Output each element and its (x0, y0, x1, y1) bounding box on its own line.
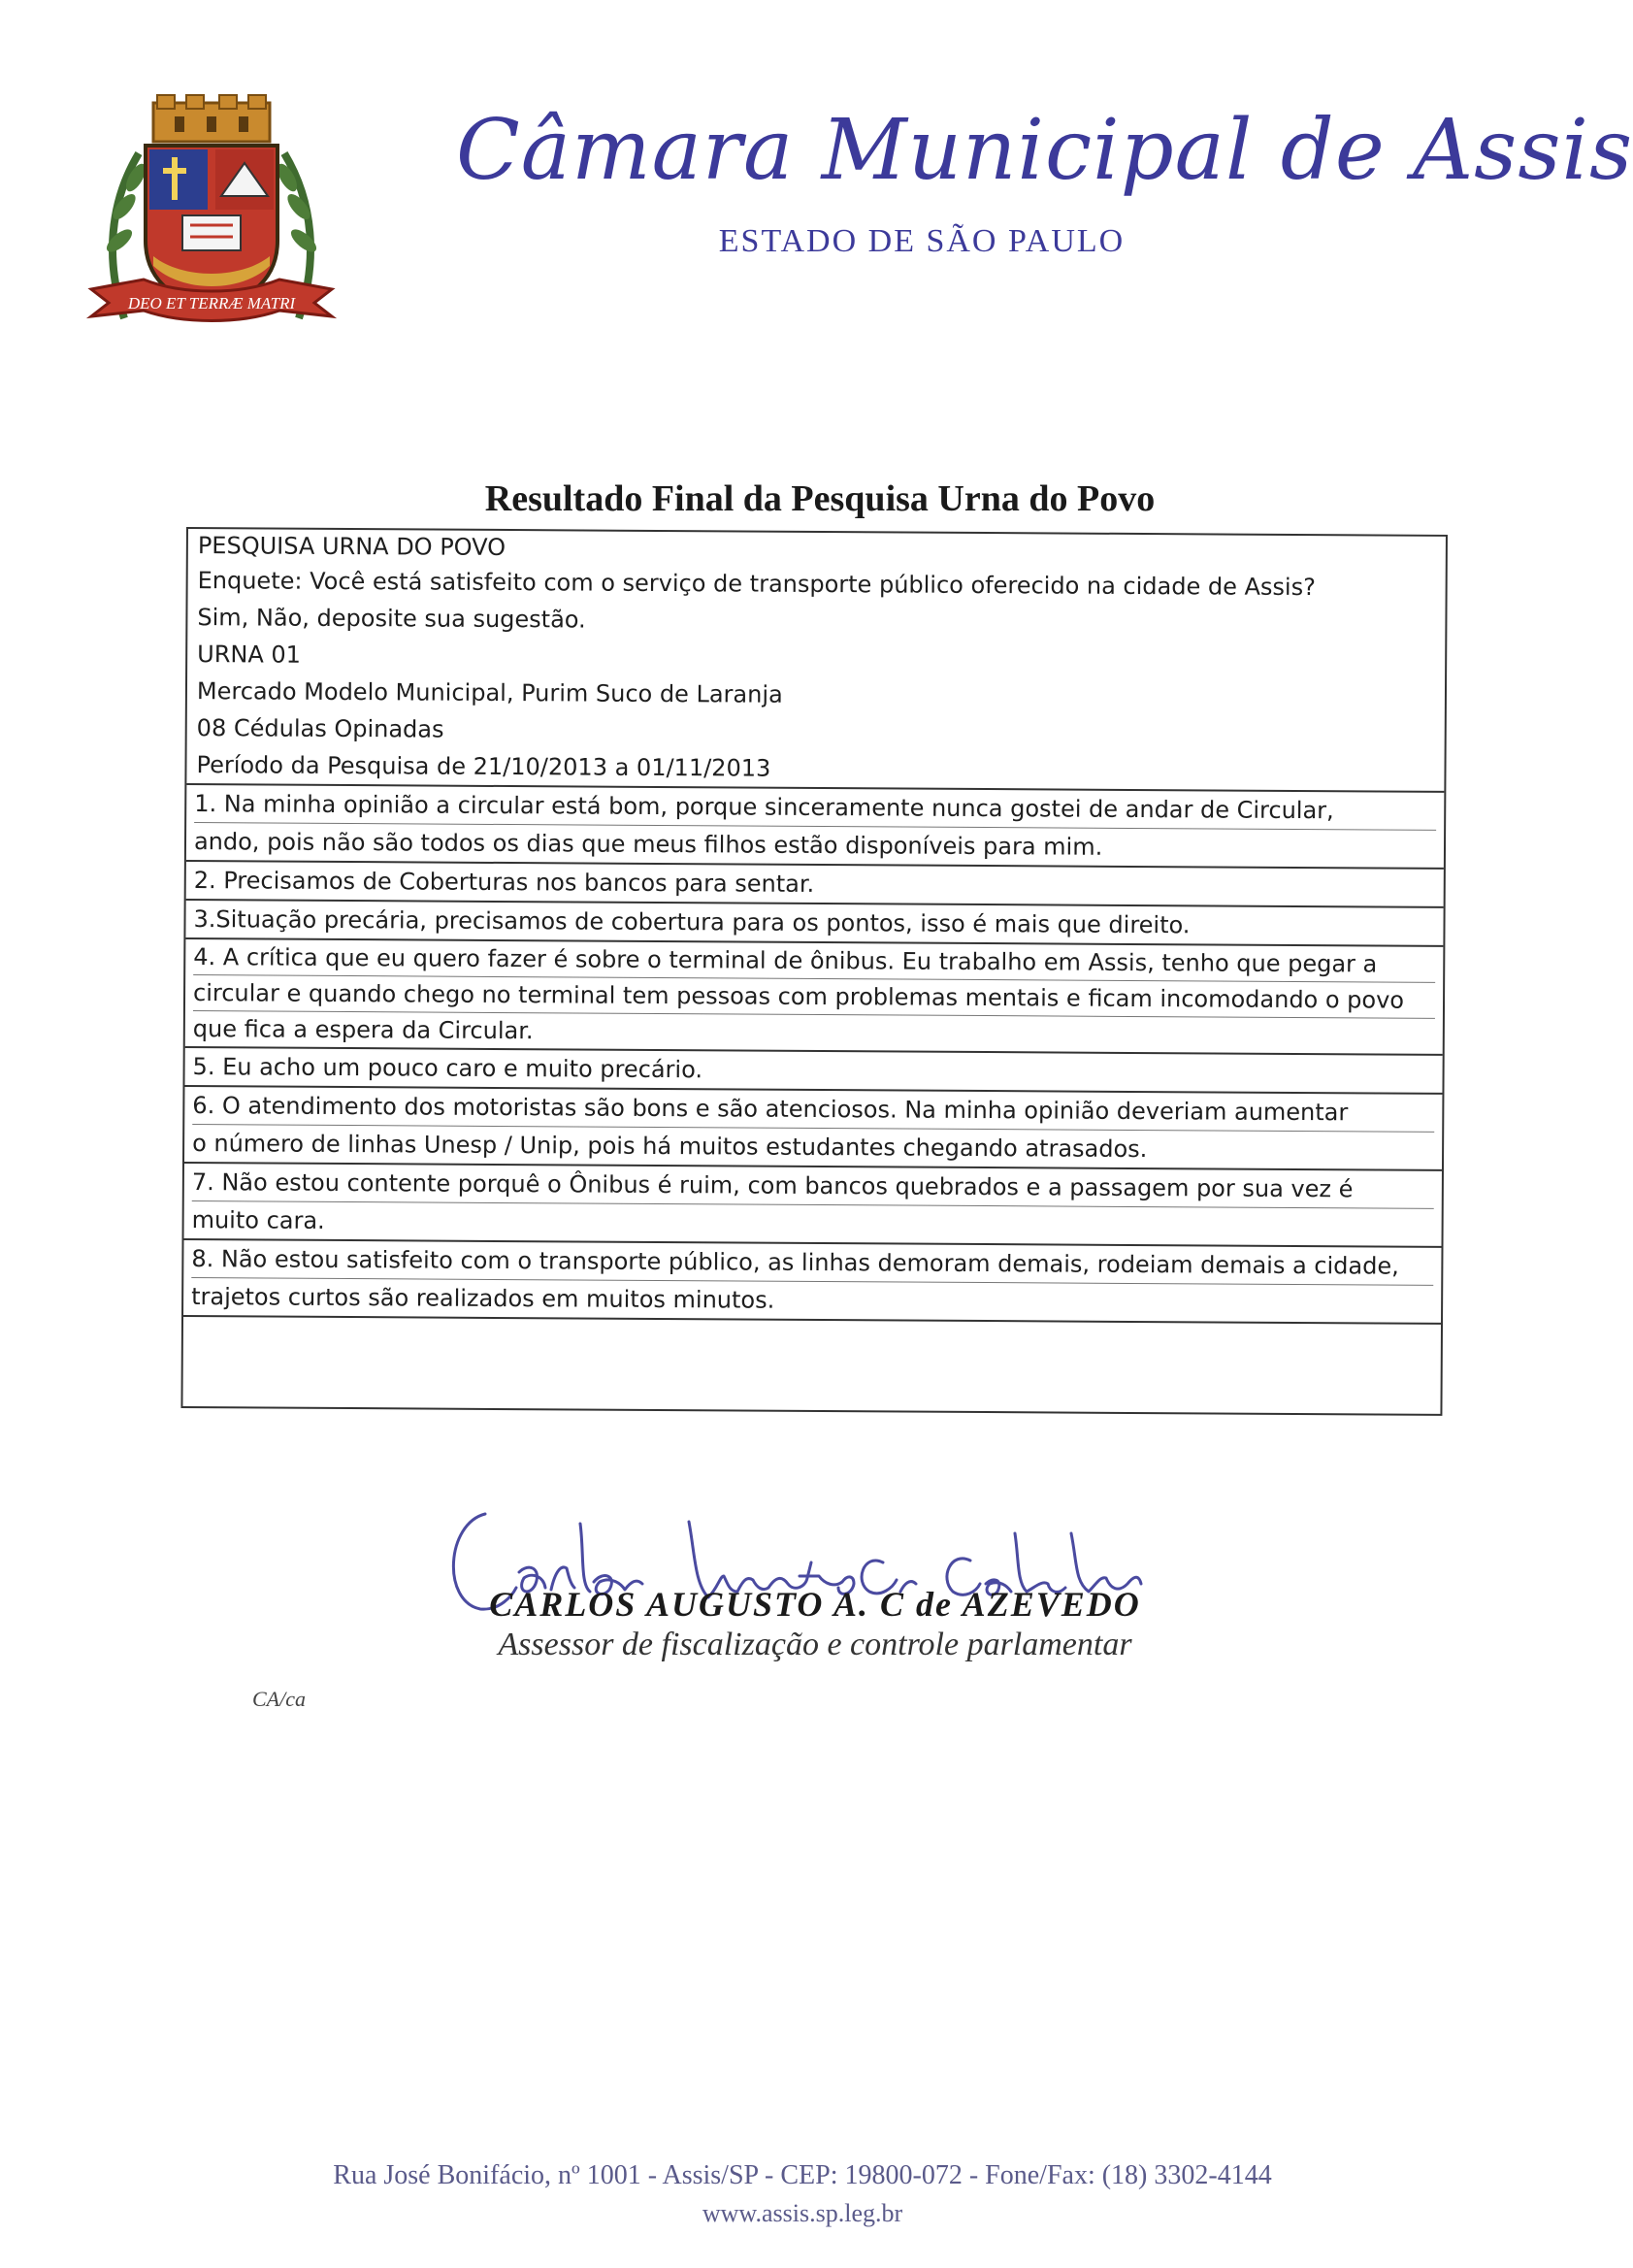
response-text: 4. A crítica que eu quero fazer é sobre o terminal de ônibus. Eu trabalho em Assis, tenho que pegar a (193, 943, 1378, 978)
response-text: ando, pois não são todos os dias que meus filhos estão disponíveis para mim. (194, 822, 1436, 868)
response-item (186, 783, 1444, 868)
response-item (186, 860, 1444, 906)
chamber-title: Câmara Municipal de Assis (456, 102, 1633, 199)
report-heading: Resultado Final da Pesquisa Urna do Povo (484, 478, 1156, 519)
ballot-count: 08 Cédulas Opinadas (196, 714, 444, 743)
survey-header (186, 529, 1446, 791)
empty-table-row (183, 1315, 1441, 1364)
ballot-box-number: URNA 01 (197, 641, 302, 669)
response-text: 6. O atendimento dos motoristas são bons e são atenciosos. Na minha opinião deveriam aumentar (192, 1092, 1349, 1127)
response-text: 1. Na minha opinião a circular está bom, porque sinceramente nunca gostei de andar de Circular, (194, 790, 1334, 825)
footer-website[interactable]: www.assis.sp.leg.br (702, 2199, 903, 2227)
response-text: trajetos curtos são realizados em muitos minutos. (191, 1277, 1433, 1323)
signer-role: Assessor de fiscalização e controle parlamentar (498, 1627, 1132, 1662)
survey-name: PESQUISA URNA DO POVO (197, 532, 506, 562)
response-text: 5. Eu acho um pouco caro e muito precário. (192, 1053, 703, 1084)
response-text: 7. Não estou contente porquê o Ônibus é ruim, com bancos quebrados e a passagem por sua vez é (191, 1168, 1354, 1203)
signature-text: Carlos Augusto A. Cole Azevedo (427, 1480, 675, 1498)
response-item (185, 899, 1443, 945)
response-item (184, 1085, 1442, 1169)
municipal-coat-of-arms-logo (85, 95, 338, 349)
response-text: 2. Precisamos de Coberturas nos bancos para sentar. (193, 867, 815, 898)
ballot-box-location: Mercado Modelo Municipal, Purim Suco de Laranja (196, 677, 783, 708)
survey-period: Período da Pesquisa de 21/10/2013 a 01/11/2013 (196, 751, 771, 782)
footer-address: Rua José Bonifácio, nº 1001 - Assis/SP - CEP: 19800-072 - Fone/Fax: (18) 3302-4144 (333, 2160, 1272, 2190)
response-item (183, 1238, 1441, 1323)
typist-initials: CA/ca (252, 1687, 306, 1711)
response-text: 3.Situação precária, precisamos de cobertura para os pontos, isso é mais que direito. (193, 905, 1191, 939)
survey-results-box (180, 527, 1448, 1416)
state-subtitle: ESTADO DE SÃO PAULO (718, 223, 1126, 259)
response-text: que fica a espera da Circular. (193, 1010, 1435, 1054)
crest-motto: DEO ET TERRÆ MATRI (127, 294, 296, 312)
response-text: 8. Não estou satisfeito com o transporte público, as linhas demoram demais, rodeiam demais a cidade, (191, 1245, 1399, 1280)
response-text: o número de linhas Unesp / Unip, pois há muitos estudantes chegando atrasados. (192, 1124, 1434, 1169)
response-text: muito cara. (192, 1200, 1434, 1246)
response-text: circular e quando chego no terminal tem pessoas com problemas mentais e ficam incomodando o povo (193, 974, 1435, 1018)
response-item (184, 1046, 1442, 1093)
signer-name: CARLOS AUGUSTO A. C de AZEVEDO (489, 1585, 1141, 1624)
survey-instructions: Sim, Não, deposite sua sugestão. (197, 604, 586, 634)
response-item (185, 937, 1444, 1054)
survey-question: Enquete: Você está satisfeito com o serviço de transporte público oferecido na cidade de Assis? (197, 567, 1316, 602)
response-item (184, 1162, 1442, 1246)
